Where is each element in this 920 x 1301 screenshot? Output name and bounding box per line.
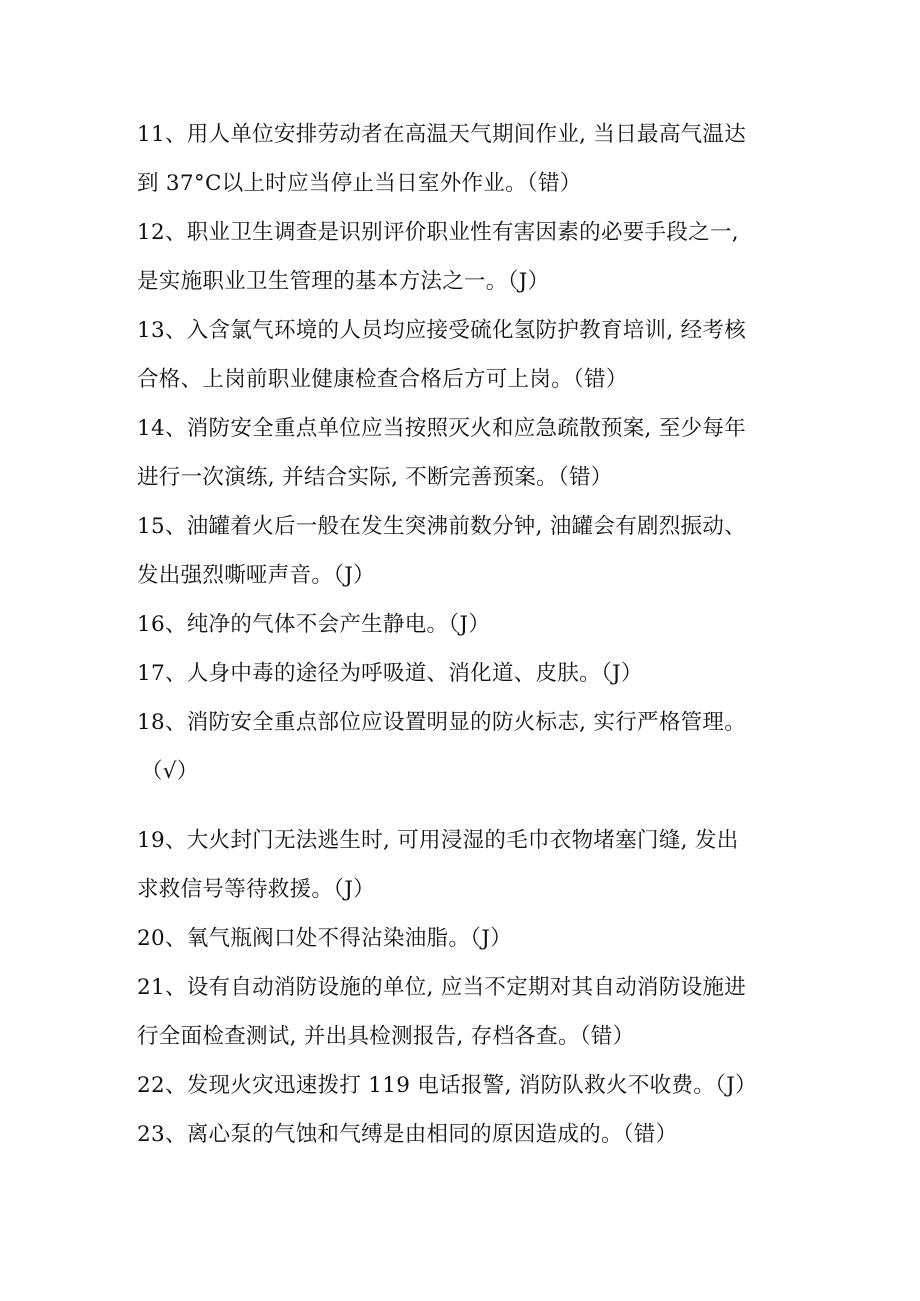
question-item-17	[137, 649, 797, 698]
question-13-line-2: 合格、上岗前职业健康检查合格后方可上岗。（错）	[137, 367, 628, 392]
question-18-line-2: （√）	[141, 759, 199, 784]
question-20-line-1: 20、氧气瓶阀口处不得沾染油脂。（J）	[137, 926, 512, 951]
question-item-15	[137, 502, 797, 600]
question-19-line-1: 19、大火封门无法逃生时, 可用浸湿的毛巾衣物堵塞门缝, 发出	[137, 828, 739, 853]
question-item-11	[137, 110, 797, 208]
question-16-line-1: 16、纯净的气体不会产生静电。（J）	[137, 612, 491, 637]
question-item-21	[137, 963, 797, 1061]
question-11-line-2: 到 37°C以上时应当停止当日室外作业。（错）	[137, 171, 582, 196]
question-15-line-1: 15、油罐着火后一般在发生突沸前数分钟, 油罐会有剧烈振动、	[137, 514, 747, 539]
question-item-19	[137, 816, 797, 914]
question-22-line-1: 22、发现火灾迅速拨打 119 电话报警, 消防队救火不收费。（J）	[137, 1073, 757, 1098]
question-12-line-2: 是实施职业卫生管理的基本方法之一。（J）	[137, 269, 550, 294]
question-item-20	[137, 914, 797, 963]
question-23-line-1: 23、离心泵的气蚀和气缚是由相同的原因造成的。（错）	[137, 1122, 678, 1147]
question-item-14	[137, 404, 797, 502]
question-13-line-1: 13、入含氯气环境的人员均应接受硫化氢防护教育培训, 经考核	[137, 318, 747, 343]
question-list	[137, 110, 797, 1159]
question-17-line-1: 17、人身中毒的途径为呼吸道、消化道、皮肤。（J）	[137, 661, 643, 686]
question-15-line-2: 发出强烈嘶哑声音。（J）	[137, 563, 375, 588]
question-12-line-1: 12、职业卫生调查是识别评价职业性有害因素的必要手段之一,	[137, 220, 739, 245]
question-14-line-2: 进行一次演练, 并结合实际, 不断完善预案。（错）	[137, 465, 613, 490]
question-18-line-1: 18、消防安全重点部位应设置明显的防火标志, 实行严格管理。	[137, 710, 747, 735]
question-item-12	[137, 208, 797, 306]
question-item-13	[137, 306, 797, 404]
question-11-line-1: 11、用人单位安排劳动者在高温天气期间作业, 当日最高气温达	[137, 122, 747, 147]
question-19-line-2: 求救信号等待救援。（J）	[137, 877, 375, 902]
question-item-18	[137, 698, 797, 796]
question-item-22	[137, 1061, 797, 1110]
question-14-line-1: 14、消防安全重点单位应当按照灭火和应急疏散预案, 至少每年	[137, 416, 747, 441]
question-item-16	[137, 600, 797, 649]
question-21-line-2: 行全面检查测试, 并出具检测报告, 存档各查。（错）	[137, 1024, 635, 1049]
paragraph-gap	[137, 796, 797, 816]
question-item-23	[137, 1110, 797, 1159]
question-21-line-1: 21、设有自动消防设施的单位, 应当不定期对其自动消防设施进	[137, 975, 747, 1000]
